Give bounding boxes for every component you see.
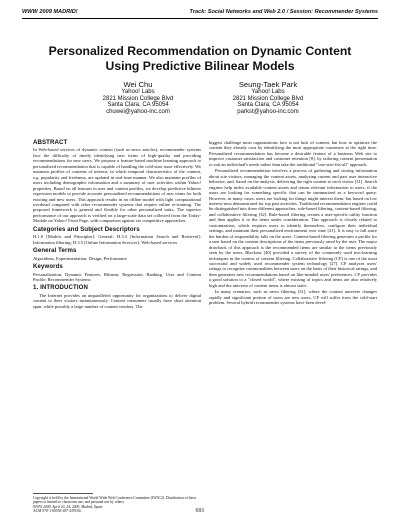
body-paragraph: In many scenarios, such as news filtering [31], where the content universe changes rapidly and significant portion of users are new users, CF will suffer from the cold-start problem. Several hybrid recommender systems have been devel-	[209, 289, 377, 306]
general-terms-heading: General Terms	[33, 247, 77, 255]
abstract-text: In Web-based services of dynamic content (such as news articles), recommender systems face the difficulty of timely identifying new items of high-quality and providing recommendations for new users. We propose a feature-based machine learning approach to personalized recommendation that is capable of handling the cold-start issue effectively. We maintain profiles of contents of interest, in which temporal characteristics of the content, e.g. popularity and freshness, are updated in real-time manner. We also maintain profiles of users including demographic information and a summary of user activities within Yahoo! properties. Based on all features in user and content profiles, we develop predictive bilinear regression models to provide accurate personalized recommendations of new items for both existing and new users. This approach results in an offline model with light computational overhead compared with other recommender systems that require online re-training. The proposed framework is general and flexible for other personalized tasks. The superior performance of our approach is verified on a large-scale data set collected from the Today-Module on Yahoo! Front Page, with comparison against six competitive approaches.	[33, 147, 201, 224]
body-paragraph: biggest challenge most organizations face is not lack of content, but how to optimize the content they already own by identifying the most appropriate customers at the right time. Personalized recommendation has become a desirable feature of a business Web site to improve customer satisfaction and customer retention [8], by tailoring content presentation to suit an individual's needs rather than take the traditional "one-size-fits-all" approach.	[209, 140, 377, 167]
general-terms-text: Algorithms, Experimentation, Design, Performance	[33, 255, 127, 261]
introduction-text: The Internet provides an unparalleled opportunity for organizations to deliver digital content to their visitors instantaneously. Content consumers usually have short attention span, while possibly a large number of content vendors. The	[33, 292, 201, 309]
footnote-line-1: Copyright is held by the International World Wide Web Conference Committee (IW3C2). Distribution of these papers is limited to classroom use, and personal use by others.	[33, 496, 197, 505]
footnote-line-2: WWW 2009, April 20–24, 2009, Madrid, Spain.	[33, 504, 104, 509]
author-block-2	[188, 80, 348, 115]
author-city: Santa Clara, CA 95054	[107, 102, 169, 109]
paper-title	[0, 44, 400, 73]
author-org: Yahoo! Labs	[121, 89, 155, 95]
page-number: 691	[195, 508, 205, 514]
body-paragraph: Personalized recommendation involves a process of gathering and storing information about site visitors, managing the content assets, analyzing current and past user interactive behavior, and, based on the analysis, delivering the right content to each visitor [31]. Search engines help index available content assets and return relevant information to users, if the users are looking for something specific that can be summarized as a keyword query. However, in many cases, users are looking for things might interest them, but based on low interest-ness demonstrated for top past activities. Traditional recommendation engines could be distinguished into three different approaches: rule-based filtering, content-based filtering, and collaborative filtering [32]. Rule-based filtering creates a user-specific utility function and then applies it to the items under consideration. This approach is closely related to customization, which requires users to identify themselves, configure their individual settings, and maintain their personalized environment over time [21]. It is easy to fall since the burden of responsibility falls on the users. Content-based filtering generates a profile for a user based on the content descriptions of the items previously rated by the user. The major drawback of this approach is the recommended items are similar to the items previously seen by the users. Blackout [40] provided a survey of the commonly used text-learning techniques in the context of content filtering. Collaborative filtering (CF) is one of the most successful and widely used recommender system technology [27]. CF analyzes users' ratings to recognize commonalities between users on the basis of their historical ratings, and then generates new recommendations based on like-minded users' preferences. CF provides a good solution to a "closed world", where existing of topics and items are also relatively high and the universe of content items is almost static.	[209, 168, 377, 288]
footnote-rule	[33, 493, 93, 494]
keywords-heading: Keywords	[33, 263, 63, 271]
author-org: Yahoo! Labs	[251, 89, 285, 95]
author-email: parkst@yahoo-inc.com	[237, 108, 299, 115]
author-city: Santa Clara, CA 95054	[237, 102, 299, 109]
running-header	[22, 9, 378, 21]
header-right: Track: Social Networks and Web 2.0 / Session: Recommender Systems	[189, 9, 378, 15]
author-name: Wei Chu	[123, 80, 153, 89]
categories-heading: Categories and Subject Descriptors	[33, 225, 140, 233]
right-column	[209, 140, 377, 307]
categories-text: H.1.0 [Models and Principles]: General; H.3.3 [Information Search and Retrieval]: Information filtering; H.3.5 [Online Information Services]: Web-based services	[33, 234, 201, 245]
author-address: 2821 Mission College Blvd	[102, 95, 174, 102]
author-email: chuwei@yahoo-inc.com	[106, 108, 170, 115]
header-rule	[22, 18, 378, 19]
author-name: Seung-Taek Park	[238, 80, 298, 89]
title-line-1: Personalized Recommendation on Dynamic Content	[48, 44, 352, 58]
author-address: 2821 Mission College Blvd	[232, 95, 304, 102]
title-line-2: Using Predictive Bilinear Models	[105, 58, 295, 73]
keywords-text: Personalization, Dynamic Features, Bilinear, Regression, Ranking, User and Content Profile, Recommender Systems	[33, 271, 201, 282]
header-left: WWW 2009 MADRID!	[22, 9, 78, 15]
introduction-heading: 1. INTRODUCTION	[33, 284, 88, 292]
left-column	[33, 140, 201, 310]
abstract-heading: ABSTRACT	[33, 139, 68, 146]
footnote-line-3: ACM 978-1-60558-487-4/09/04.	[33, 508, 82, 513]
